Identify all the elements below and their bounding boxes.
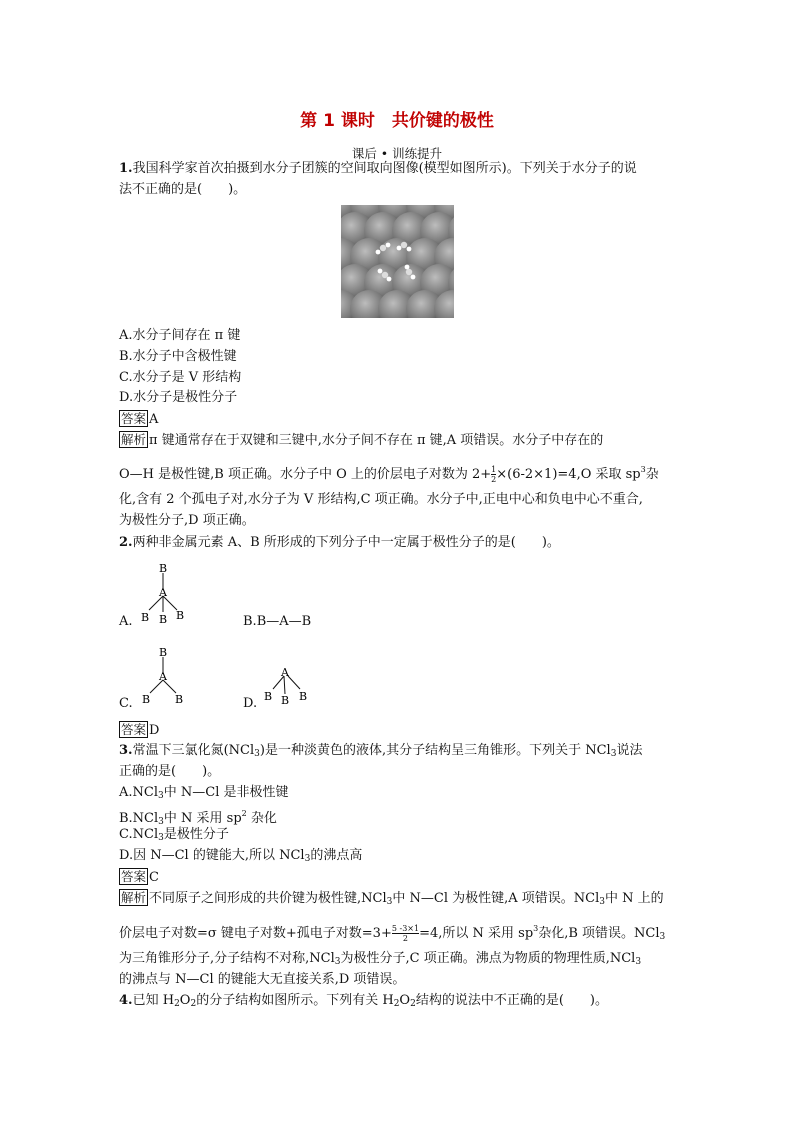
q2-option-d-label: D. [243,696,258,711]
q3-option-c: C.NCl$_3$是极性分子 [119,827,229,843]
section-subtitle: 课后 • 训练提升 [351,146,443,161]
structure-a-diagram [135,560,195,624]
q1-analysis-line4: 为极性分子,D 项正确。 [119,513,255,528]
q1-stem-line1: 1.我国科学家首次拍摄到水分子团簇的空间取向图像(模型如图所示)。下列关于水分子的说 [119,161,637,176]
fraction: $\frac{5 -3\times 1}{2}$ [391,924,420,943]
q2-option-b: B.B—A—B [243,614,312,629]
q4-stem: 4.已知 $H_2O_2$的分子结构如图所示。下列有关 $H_2O_2$结构的说法中不正确的是( )。 [119,993,608,1009]
q3-option-d: D.因 N—Cl 的键能大,所以 NCl$_3$的沸点高 [119,848,363,864]
answer-tag: 答案 [121,722,147,737]
q1-option-d: D.水分子是极性分子 [119,390,238,405]
q3-analysis-line4: 的沸点与 N—Cl 的键能大无直接关系,D 项错误。 [119,972,406,987]
q2-answer: 答案 D [121,722,160,738]
water-cluster-image [341,205,454,318]
svg-text:B: B [159,613,168,624]
q1-option-a: A.水分子间存在 π 键 [119,328,241,343]
q1-analysis-line3: 化,含有 2 个孤电子对,水分子为 V 形结构,C 项正确。水分子中,正电中心和负电中心不重合, [119,492,643,507]
q2-option-a-label: A. [119,614,133,629]
q2-stem: 2.两种非金属元素 A、B 所形成的下列分子中一定属于极性分子的是( )。 [119,535,560,550]
svg-text:A: A [159,586,167,599]
analysis-tag: 解析 [121,890,147,905]
q3-analysis-line2: 价层电子对数=σ 键电子对数+孤电子对数$=3+\frac{5 -3\times 1}{2}$ =4,所以 N 采用 $sp^3$杂化,B 项错误。NCl$_3$ [119,924,666,943]
q1-option-c: C.水分子是 V 形结构 [119,370,242,385]
q2-option-c-label: C. [119,696,133,711]
q3-stem-line2: 正确的是( )。 [119,764,221,779]
q1-stem-line2: 法不正确的是( )。 [119,182,247,197]
svg-text:B: B [159,646,168,659]
svg-text:B: B [141,611,150,624]
q3-option-b: B.NCl$_3$中 N 采用 $sp^2$ 杂化 [119,809,277,827]
q1-option-b: B.水分子中含极性键 [119,349,237,364]
analysis-tag: 解析 [121,432,147,447]
svg-text:B: B [142,693,151,705]
q3-analysis-line1: 解析 不同原子之间形成的共价键为极性键,NCl$_3$中 N—Cl 为极性键,A 项错误。NCl$_3$中 N 上的 [121,890,664,907]
svg-text:B: B [175,693,184,705]
svg-text:B: B [264,690,273,703]
q1-answer: 答案 A [121,411,159,427]
structure-d-diagram [260,664,312,708]
answer-tag: 答案 [121,411,147,426]
svg-text:A: A [159,670,167,683]
q3-stem-line1: 3.常温下三氯化氮(NCl$_3$)是一种淡黄色的液体,其分子结构呈三角锥形。下列关于 NCl$_3$说法 [119,743,643,759]
svg-text:B: B [299,690,308,703]
q3-option-a: A.NCl$_3$中 N—Cl 是非极性键 [119,785,289,801]
q3-analysis-line3: 为三角锥形分子,分子结构不对称,NCl$_3$为极性分子,C 项正确。沸点为物质的物理性质,NCl$_3$ [119,951,642,967]
q1-analysis-line1: 解析 π 键通常存在于双键和三键中,水分子间不存在 π 键,A 项错误。水分子中存在的 [121,432,604,448]
structure-c-diagram [138,643,188,705]
answer-tag: 答案 [121,869,147,884]
page-title: 第 1 课时 共价键的极性 [300,111,494,131]
svg-text:B: B [176,609,185,622]
q3-answer: 答案 C [121,869,159,885]
svg-text:B: B [159,562,168,575]
q1-analysis-line2: O—H 是极性键,B 项正确。水分子中 O 上的价层电子对数为 $2+\frac{1}{2}$ ×(6-2×1)=4,O 采取 $sp^3$杂 [119,465,659,484]
fraction: $\frac{1}{2}$ [491,465,497,484]
svg-text:B: B [281,694,290,707]
svg-text:A: A [281,666,289,679]
